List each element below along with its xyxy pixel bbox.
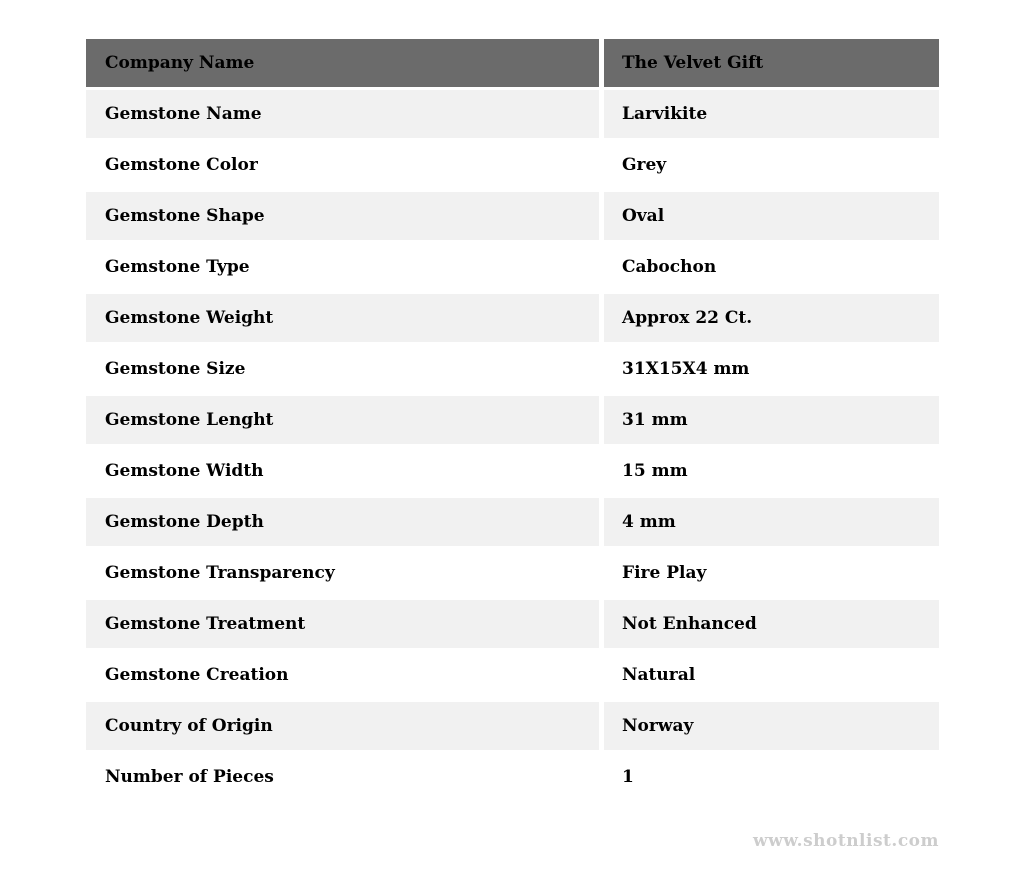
row-label: Gemstone Weight [86,294,604,345]
table-row [86,447,939,498]
row-label: Gemstone Lenght [86,396,604,447]
row-label: Number of Pieces [86,753,604,804]
row-value: Cabochon [604,243,939,294]
row-value: Approx 22 Ct. [604,294,939,345]
row-label: Gemstone Name [86,90,604,141]
row-value: 31X15X4 mm [604,345,939,396]
table-row [86,702,939,753]
row-value: 15 mm [604,447,939,498]
row-label: Gemstone Depth [86,498,604,549]
table-row [86,294,939,345]
row-label: Gemstone Type [86,243,604,294]
table-row [86,345,939,396]
table-row [86,600,939,651]
row-value: Natural [604,651,939,702]
row-label: Country of Origin [86,702,604,753]
table-row [86,90,939,141]
table-row [86,549,939,600]
row-value: Fire Play [604,549,939,600]
row-value: 4 mm [604,498,939,549]
row-value: Larvikite [604,90,939,141]
header-label-cell: Company Name [86,39,604,90]
row-value: Grey [604,141,939,192]
table-row [86,753,939,804]
table-row [86,396,939,447]
table-row [86,141,939,192]
header-value-cell: The Velvet Gift [604,39,939,90]
gemstone-spec-table [86,39,939,804]
row-label: Gemstone Creation [86,651,604,702]
watermark-text: www.shotnlist.com [752,831,939,851]
row-value: Norway [604,702,939,753]
table-row [86,651,939,702]
row-label: Gemstone Width [86,447,604,498]
row-value: Not Enhanced [604,600,939,651]
row-value: 31 mm [604,396,939,447]
row-label: Gemstone Treatment [86,600,604,651]
row-label: Gemstone Color [86,141,604,192]
row-value: Oval [604,192,939,243]
row-label: Gemstone Size [86,345,604,396]
table-header-row [86,39,939,90]
row-value: 1 [604,753,939,804]
row-label: Gemstone Shape [86,192,604,243]
table-row [86,498,939,549]
table-row [86,192,939,243]
row-label: Gemstone Transparency [86,549,604,600]
table-row [86,243,939,294]
